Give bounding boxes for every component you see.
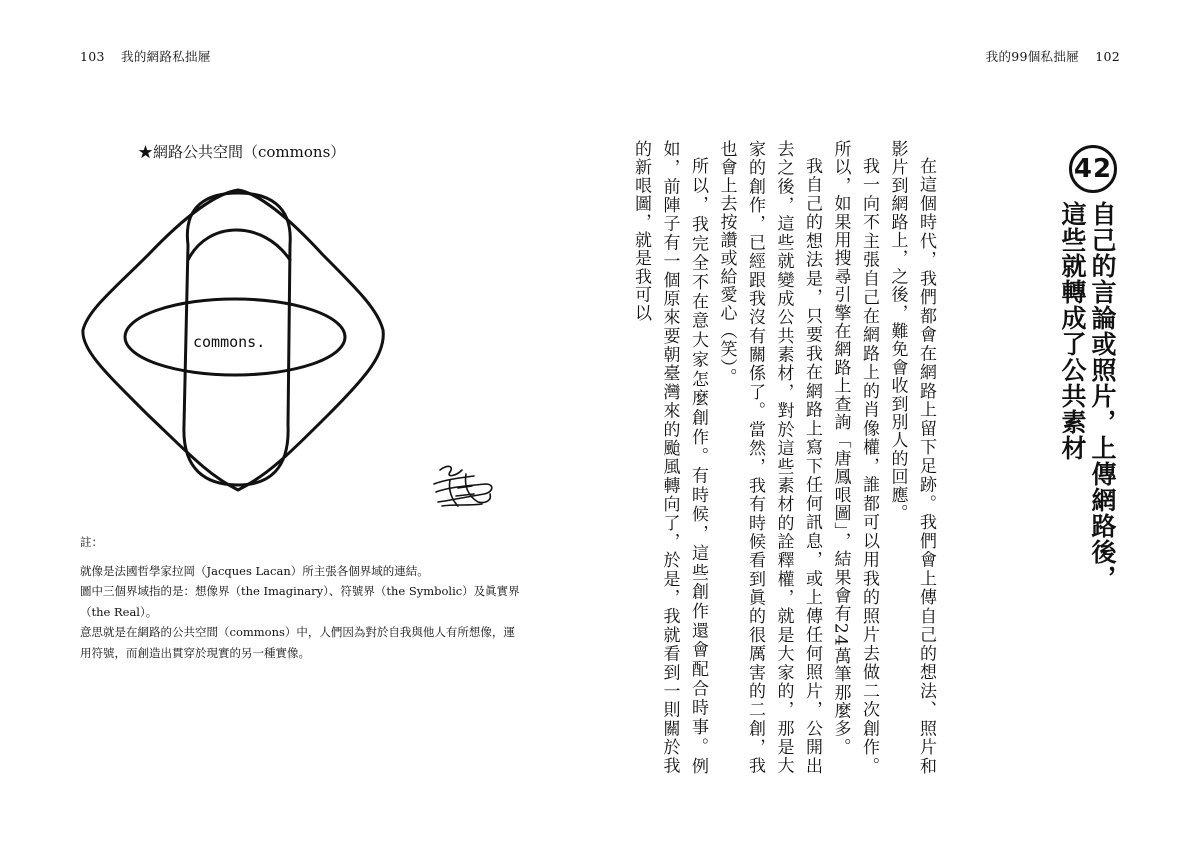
diagram-commons-label: commons. [193,333,266,351]
body-paragraph: 我一向不主張自己在網路上的肖像權，誰都可以用我的照片去做二次創作。所以，如果用搜尋引擎在網路上查詢「唐鳳哏圖」，結果會有24萬筆那麼多。 [830,140,879,775]
note-line: 就像是法國哲學家拉岡（Jacques Lacan）所主張各個界域的連結。 [80,563,429,578]
note-line: 圖中三個界域指的是：想像界（the Imaginary）、符號界（the Symbolic）及眞實界（the Real）。 [80,584,520,619]
chapter-body [380,140,940,775]
inner-arch-shape [188,230,290,260]
commons-venn-diagram [78,185,398,500]
left-page-number: 103 [80,49,105,64]
right-page-number: 102 [1095,49,1120,64]
body-paragraph: 我自己的想法是，只要我在網路上寫下任何訊息，或上傳任何照片，公開出去之後，這些就變成公共素材，對於這些素材的詮釋權，就是大家的，那是大家的創作，已經跟我沒有關係了。當然，我有時候看到眞的很厲害的二創，我也會上去按讚或給愛心（笑）。 [716,140,822,775]
notes-heading: 註： [80,535,103,549]
body-paragraph: 在這個時代，我們都會在網路上留下足跡。我們會上傳自己的想法、照片和影片到網路上，之後，難免會收到別人的回應。 [887,140,936,775]
chapter-title: 自己的言論或照片，上傳網路後，這些就轉成了公共素材 [1058,201,1117,591]
right-running-head: 我的99個私拙屜 [985,49,1079,64]
chapter-heading [1057,145,1117,605]
chapter-number-badge: 42 [1069,145,1117,193]
figure-title: ★網路公共空間（commons） [138,143,346,161]
left-folio [80,47,211,65]
left-running-head: 我的網路私拙屜 [121,49,211,64]
body-paragraph: 所以，我完全不在意大家怎麼創作。有時候，這些創作還會配合時事。例如，前陣子有一個原來要朝臺灣來的颱風轉向了，於是，我就看到一則關於我的新哏圖，就是我可以 [631,140,708,775]
right-folio [986,47,1120,65]
right-page [600,0,1200,851]
note-line: 意思就是在網路的公共空間（commons）中，人們因為對於自我與他人有所想像，運用符號，而創造出貫穿於現實的另一種實像。 [80,625,515,660]
